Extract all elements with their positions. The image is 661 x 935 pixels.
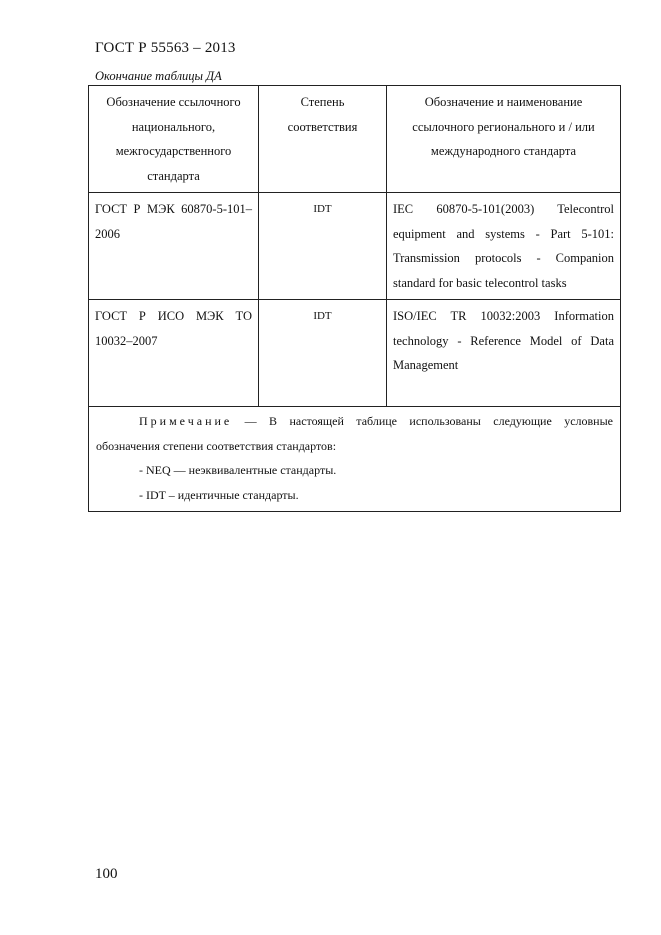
note-intro — [96, 409, 613, 458]
table-note-row — [89, 407, 621, 512]
column-header-national: Обозначение ссылочного национального, межгосударственного стандарта — [89, 86, 259, 193]
cell-degree: IDT — [259, 300, 387, 407]
table-row — [89, 300, 621, 407]
table-row — [89, 193, 621, 300]
cell-national-standard: ГОСТ Р МЭК 60870-5-101–2006 — [89, 193, 259, 300]
table-caption: Окончание таблицы ДА — [95, 69, 222, 83]
standards-table — [88, 85, 621, 512]
note-item: - NEQ — неэквивалентные стандарты. — [139, 463, 337, 477]
cell-degree: IDT — [259, 193, 387, 300]
note-label: Примечание — [139, 414, 233, 428]
note-item: - IDT – идентичные стандарты. — [139, 487, 299, 502]
document-header: ГОСТ Р 55563 – 2013 — [95, 40, 236, 56]
cell-international-standard: ISO/IEC TR 10032:2003 Information technology - Reference Model of Data Management — [387, 300, 621, 407]
column-header-degree: Степень соответствия — [259, 86, 387, 193]
cell-international-standard: IEC 60870-5-101(2003) Telecontrol equipment and systems - Part 5-101: Transmission protocols - Companion standard for basic telecontrol tasks — [387, 193, 621, 300]
table-header-row — [89, 86, 621, 193]
page-number: 100 — [95, 866, 118, 882]
cell-national-standard: ГОСТ Р ИСО МЭК ТО 10032–2007 — [89, 300, 259, 407]
note-text: — В настоящей таблице использованы следующие условные обозначения степени соответствия стандартов: — [96, 414, 613, 453]
column-header-international: Обозначение и наименование ссылочного регионального и / или международного стандарта — [387, 86, 621, 193]
table-note — [89, 407, 621, 512]
